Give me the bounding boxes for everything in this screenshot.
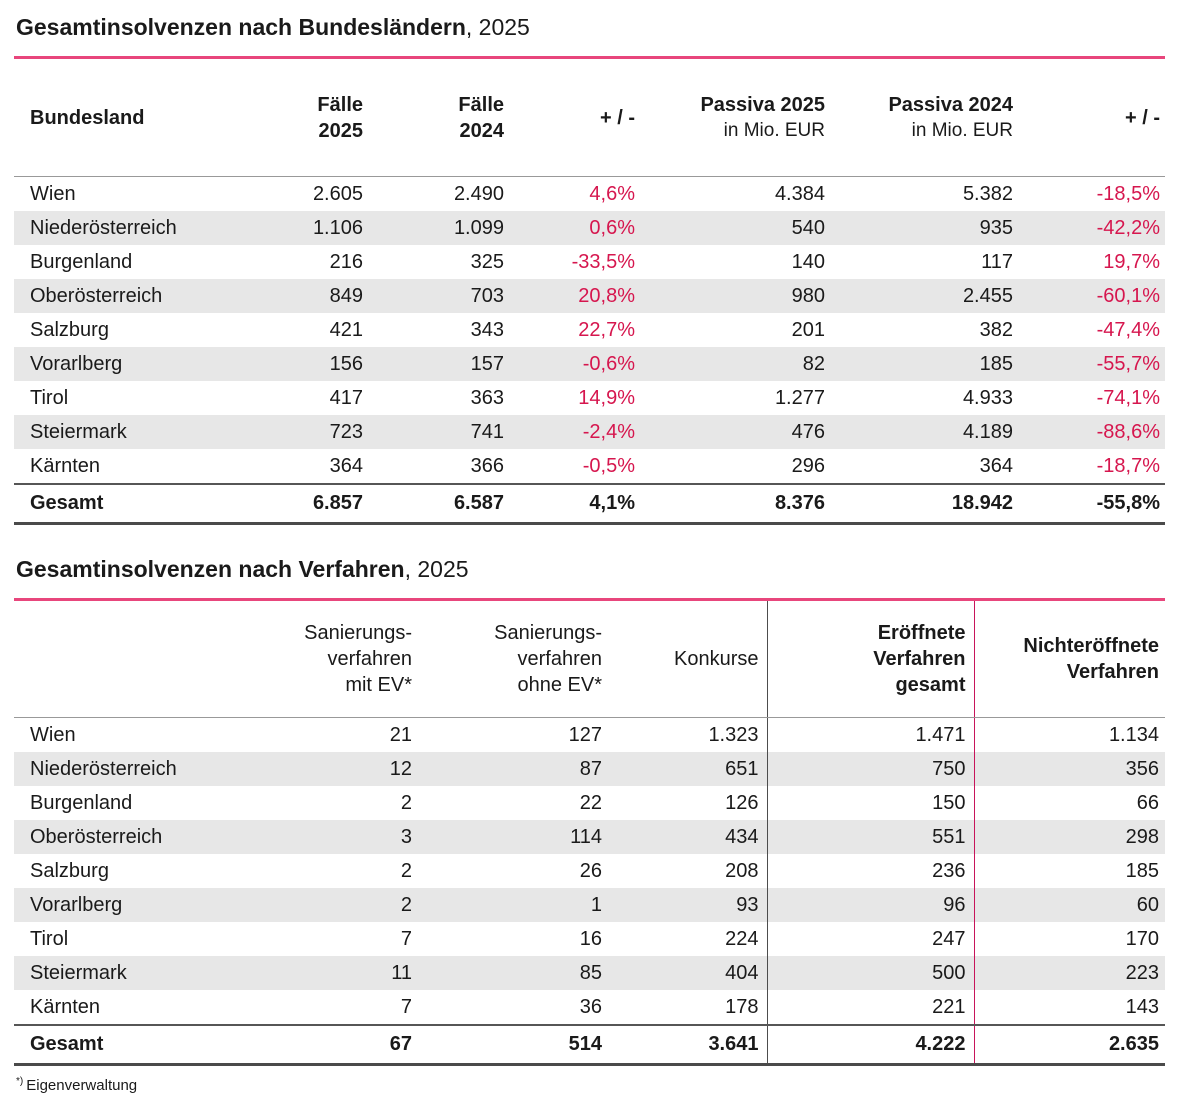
value-cell: 2 — [250, 888, 420, 922]
value-cell: 6.857 — [250, 484, 371, 524]
table-row — [14, 449, 1165, 484]
value-cell: 67 — [250, 1025, 420, 1065]
value-cell: 980 — [643, 279, 833, 313]
value-cell: 11 — [250, 956, 420, 990]
value-cell: 87 — [420, 752, 610, 786]
footnote-text: Eigenverwaltung — [26, 1077, 138, 1094]
value-cell: 2.635 — [974, 1025, 1165, 1065]
value-cell: 1 — [420, 888, 610, 922]
value-cell: 343 — [470, 318, 504, 341]
value-cell: 935 — [833, 211, 1021, 245]
value-cell: 156 — [250, 347, 371, 381]
row-label: Oberösterreich — [14, 279, 250, 313]
value-cell: 4.384 — [774, 182, 825, 205]
value-cell: 417 — [329, 386, 363, 409]
value-cell: -0,6% — [512, 347, 643, 381]
value-cell: 14,9% — [578, 386, 635, 409]
table1-title — [16, 14, 1165, 41]
value-cell: 22 — [579, 791, 602, 814]
value-cell: 178 — [725, 995, 759, 1018]
value-cell: -33,5% — [571, 250, 635, 273]
row-label: Salzburg — [30, 859, 109, 882]
value-cell: 60 — [974, 888, 1165, 922]
value-cell: 1.323 — [708, 723, 759, 746]
value-cell: 7 — [400, 995, 412, 1018]
header-line: Passiva 2024 — [888, 93, 1013, 116]
value-cell: -55,8% — [1021, 484, 1165, 524]
header-sanierung-ohne-ev — [420, 601, 610, 718]
table1-header-row — [14, 59, 1165, 177]
value-cell: 500 — [767, 956, 974, 990]
value-cell: 4.933 — [962, 386, 1013, 409]
value-cell: 216 — [329, 250, 363, 273]
value-cell: -18,7% — [1096, 454, 1160, 477]
table-row — [14, 313, 1165, 347]
value-cell: 117 — [981, 250, 1013, 273]
value-cell: -47,4% — [1096, 318, 1160, 341]
header-passiva-2025 — [643, 59, 833, 177]
header-line: Fälle — [317, 93, 363, 116]
value-cell: 20,8% — [512, 279, 643, 313]
table-row — [14, 245, 1165, 279]
value-cell: 364 — [329, 454, 363, 477]
value-cell: 93 — [610, 888, 767, 922]
row-label: Salzburg — [30, 318, 109, 341]
value-cell: 82 — [643, 347, 833, 381]
value-cell: 0,6% — [512, 211, 643, 245]
header-line: ohne EV* — [517, 674, 602, 696]
value-cell: 4.222 — [767, 1025, 974, 1065]
row-label: Steiermark — [14, 956, 250, 990]
value-cell: 325 — [470, 250, 504, 273]
value-cell: 4,1% — [512, 484, 643, 524]
value-cell: 6.587 — [371, 484, 512, 524]
value-cell: 849 — [250, 279, 371, 313]
value-cell: -2,4% — [512, 415, 643, 449]
value-cell: 1.471 — [767, 718, 974, 753]
header-line: Verfahren — [873, 648, 966, 670]
header-sanierung-mit-ev — [250, 601, 420, 718]
value-cell: 356 — [974, 752, 1165, 786]
value-cell: 114 — [420, 820, 610, 854]
value-cell: 157 — [371, 347, 512, 381]
header-change-faelle: + / - — [512, 59, 643, 177]
header-passiva-2024 — [833, 59, 1021, 177]
value-cell: 150 — [767, 786, 974, 820]
value-cell: 421 — [329, 318, 363, 341]
value-cell: 21 — [389, 723, 412, 746]
value-cell: 223 — [974, 956, 1165, 990]
value-cell: -88,6% — [1021, 415, 1165, 449]
value-cell: 7 — [400, 927, 412, 950]
row-label: Steiermark — [14, 415, 250, 449]
value-cell: 296 — [791, 454, 825, 477]
value-cell: 8.376 — [643, 484, 833, 524]
row-label: Niederösterreich — [14, 211, 250, 245]
value-cell: 66 — [974, 786, 1165, 820]
value-cell: 185 — [833, 347, 1021, 381]
value-cell: 514 — [420, 1025, 610, 1065]
header-change-passiva: + / - — [1021, 59, 1165, 177]
value-cell: 750 — [767, 752, 974, 786]
footnote-marker: *) — [16, 1076, 24, 1087]
table-row — [14, 177, 1165, 212]
header-line: Nichteröffnete — [1023, 635, 1159, 657]
table1-title-main: Gesamtinsolvenzen nach Bundesländern — [16, 14, 466, 40]
header-line: Passiva 2025 — [700, 93, 825, 116]
value-cell: 36 — [579, 995, 602, 1018]
header-line: mit EV* — [345, 674, 412, 696]
value-cell: 236 — [767, 854, 974, 888]
value-cell: 96 — [767, 888, 974, 922]
value-cell: 247 — [767, 922, 974, 956]
value-cell: 26 — [579, 859, 602, 882]
value-cell: 2 — [400, 859, 412, 882]
header-line: Verfahren — [1066, 661, 1159, 683]
value-cell: 127 — [568, 723, 602, 746]
value-cell: 434 — [610, 820, 767, 854]
value-cell: -0,5% — [582, 454, 635, 477]
value-cell: 2 — [400, 791, 412, 814]
table-bundeslaender — [14, 59, 1165, 525]
header-line: Fälle — [458, 93, 504, 116]
value-cell: 85 — [420, 956, 610, 990]
row-label: Vorarlberg — [14, 888, 250, 922]
value-cell: 18.942 — [833, 484, 1021, 524]
value-cell: 224 — [725, 927, 759, 950]
value-cell: -74,1% — [1096, 386, 1160, 409]
row-label: Niederösterreich — [14, 752, 250, 786]
value-cell: 4.189 — [833, 415, 1021, 449]
value-cell: -42,2% — [1021, 211, 1165, 245]
row-label: Tirol — [30, 386, 69, 409]
table-row — [14, 381, 1165, 415]
value-cell: 140 — [791, 250, 825, 273]
row-label: Burgenland — [30, 250, 133, 273]
value-cell: 404 — [610, 956, 767, 990]
value-cell: 221 — [767, 990, 974, 1025]
table-row — [14, 888, 1165, 922]
table-row — [14, 922, 1165, 956]
value-cell: 126 — [725, 791, 759, 814]
header-subline: in Mio. EUR — [723, 119, 825, 141]
value-cell: -60,1% — [1021, 279, 1165, 313]
header-eroeffnete-verfahren — [767, 601, 974, 718]
value-cell: -18,5% — [1096, 182, 1160, 205]
row-label: Oberösterreich — [14, 820, 250, 854]
value-cell: 723 — [250, 415, 371, 449]
header-nichteroeffnete-verfahren — [974, 601, 1165, 718]
value-cell: 1.099 — [371, 211, 512, 245]
table2-title-main: Gesamtinsolvenzen nach Verfahren — [16, 556, 405, 582]
table-row — [14, 956, 1165, 990]
value-cell: 16 — [579, 927, 602, 950]
value-cell: 363 — [470, 386, 504, 409]
value-cell: 208 — [725, 859, 759, 882]
header-line: 2024 — [459, 119, 504, 142]
value-cell: 476 — [643, 415, 833, 449]
header-faelle-2024 — [371, 59, 512, 177]
value-cell: 201 — [791, 318, 825, 341]
value-cell: 366 — [470, 454, 504, 477]
value-cell: 2.455 — [833, 279, 1021, 313]
value-cell: 22,7% — [578, 318, 635, 341]
value-cell: 1.134 — [974, 718, 1165, 753]
header-line: Sanierungs- — [494, 622, 602, 644]
value-cell: 4,6% — [589, 182, 635, 205]
table1-body — [14, 177, 1165, 524]
table2-body — [14, 718, 1165, 1065]
value-cell: 1.106 — [250, 211, 371, 245]
value-cell: 2.605 — [312, 182, 363, 205]
header-empty — [14, 601, 250, 718]
value-cell: 382 — [979, 318, 1013, 341]
header-subline: in Mio. EUR — [911, 119, 1013, 141]
header-line: verfahren — [327, 648, 412, 670]
value-cell: 651 — [610, 752, 767, 786]
row-label: Tirol — [30, 927, 69, 950]
table2-title-year: , 2025 — [404, 556, 469, 582]
value-cell: 703 — [371, 279, 512, 313]
table-row — [14, 415, 1165, 449]
header-faelle-2025 — [250, 59, 371, 177]
value-cell: 364 — [979, 454, 1013, 477]
table-row — [14, 718, 1165, 753]
footnote — [16, 1076, 1165, 1094]
table-row — [14, 786, 1165, 820]
value-cell: 185 — [974, 854, 1165, 888]
row-label: Gesamt — [14, 1025, 250, 1065]
table-row — [14, 752, 1165, 786]
value-cell: 143 — [974, 990, 1165, 1025]
value-cell: 540 — [643, 211, 833, 245]
table-verfahren — [14, 601, 1165, 1066]
value-cell: 298 — [974, 820, 1165, 854]
row-label: Wien — [30, 723, 76, 746]
header-line: Sanierungs- — [304, 622, 412, 644]
value-cell: 5.382 — [962, 182, 1013, 205]
table-row — [14, 854, 1165, 888]
value-cell: 3 — [250, 820, 420, 854]
header-line: Eröffnete — [877, 622, 966, 644]
value-cell: 1.277 — [774, 386, 825, 409]
value-cell: -55,7% — [1021, 347, 1165, 381]
table-row — [14, 211, 1165, 245]
header-line: 2025 — [318, 119, 363, 142]
row-label: Burgenland — [30, 791, 133, 814]
row-label: Kärnten — [30, 995, 101, 1018]
table1-title-year: , 2025 — [465, 14, 530, 40]
value-cell: 3.641 — [610, 1025, 767, 1065]
table-row — [14, 820, 1165, 854]
table-row — [14, 279, 1165, 313]
row-label: Gesamt — [14, 484, 250, 524]
row-label: Vorarlberg — [14, 347, 250, 381]
row-label: Kärnten — [30, 454, 101, 477]
row-label: Wien — [30, 182, 76, 205]
table-row — [14, 990, 1165, 1025]
value-cell: 19,7% — [1103, 250, 1160, 273]
table2-title — [16, 556, 1165, 583]
value-cell: 2.490 — [453, 182, 504, 205]
table2-header-row — [14, 601, 1165, 718]
value-cell: 741 — [371, 415, 512, 449]
value-cell: 551 — [767, 820, 974, 854]
header-line: verfahren — [517, 648, 602, 670]
header-line: gesamt — [895, 674, 966, 696]
total-row — [14, 1025, 1165, 1065]
value-cell: 170 — [974, 922, 1165, 956]
header-bundesland: Bundesland — [14, 59, 250, 177]
total-row — [14, 484, 1165, 524]
header-konkurse: Konkurse — [610, 601, 767, 718]
value-cell: 12 — [250, 752, 420, 786]
table-row — [14, 347, 1165, 381]
